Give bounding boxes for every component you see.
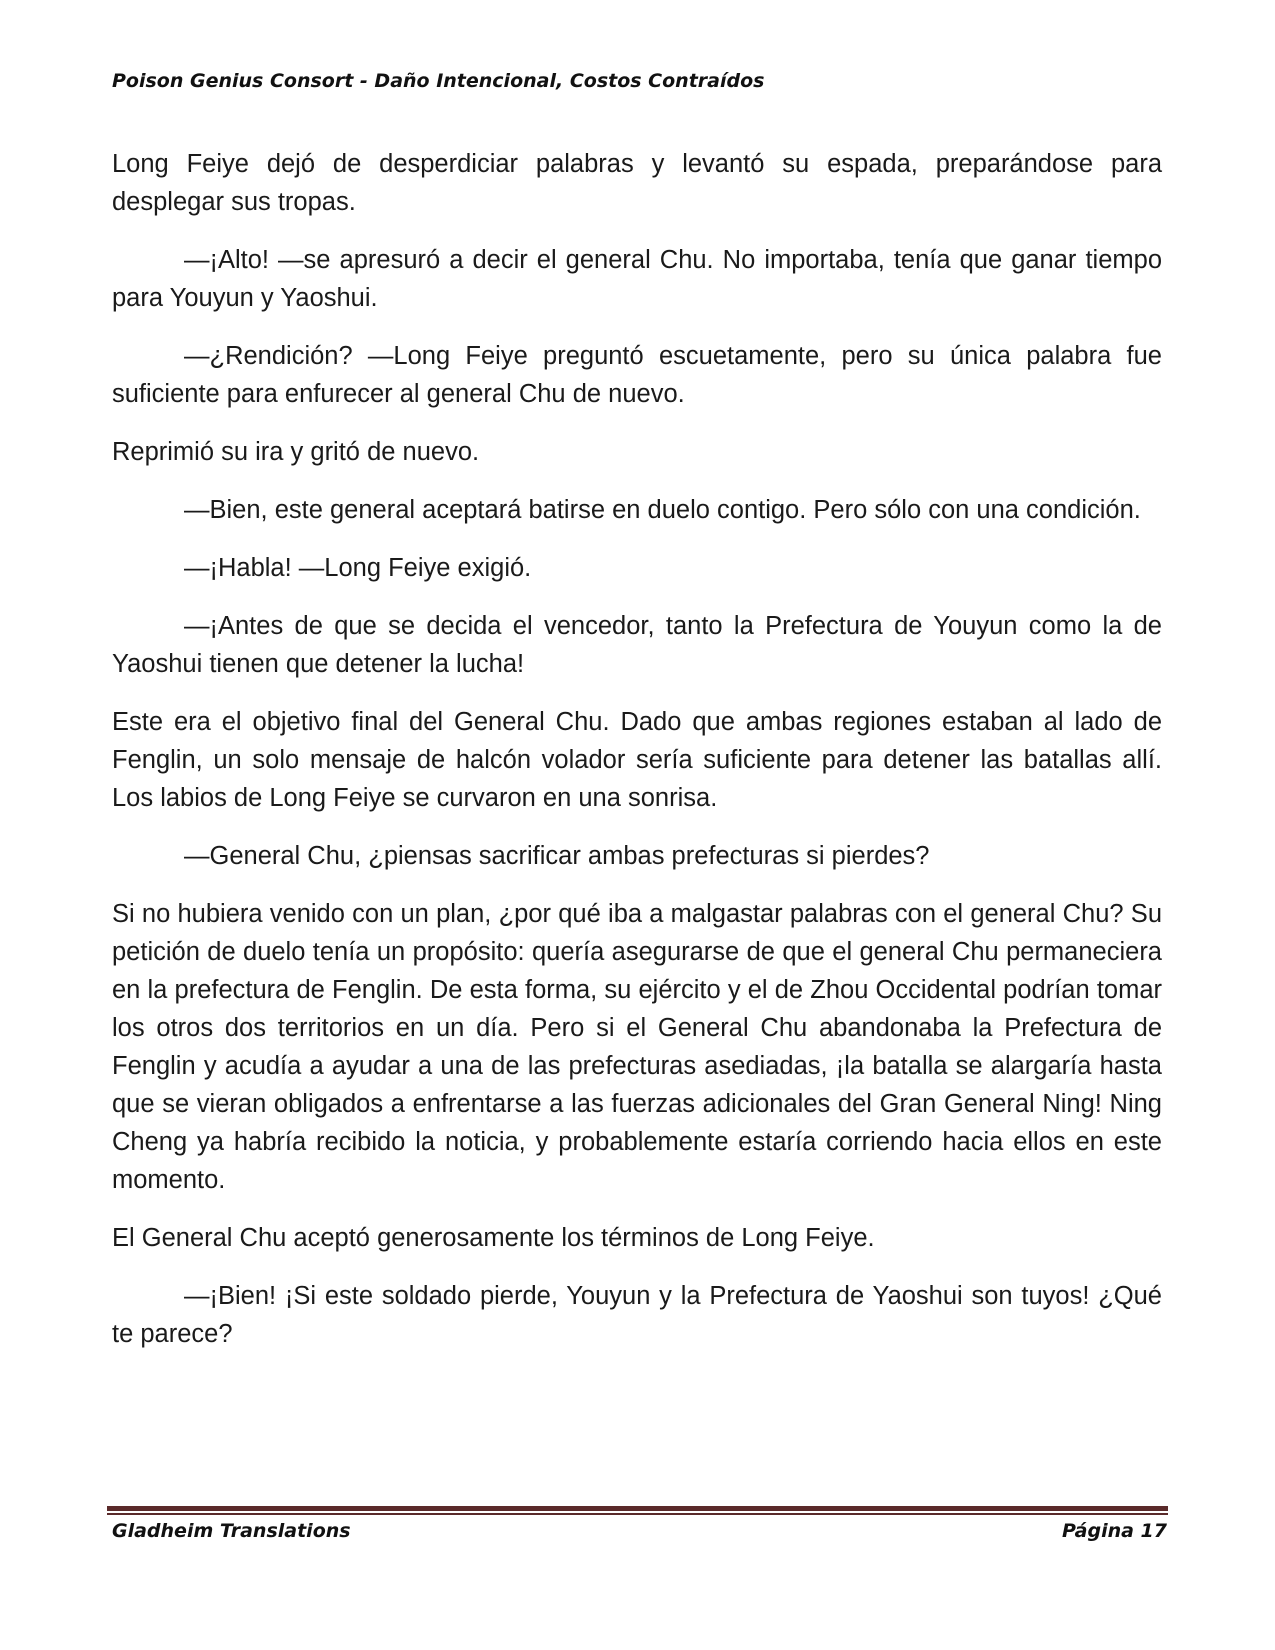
dialog-paragraph: —General Chu, ¿piensas sacrificar ambas prefecturas si pierdes? xyxy=(184,842,930,870)
paragraph: Long Feiye dejó de desperdiciar palabras y levantó su espada, preparándose para desplegar sus tropas. xyxy=(112,150,1162,216)
footer-divider-thin xyxy=(107,1513,1168,1515)
page-number: Página 17 xyxy=(1061,1520,1167,1542)
footer-divider-thick xyxy=(107,1506,1168,1511)
dialog-paragraph: —¡Alto! —se apresuró a decir el general Chu. No importaba, tenía que ganar tiempo para Youyun y Yaoshui. xyxy=(112,246,1162,312)
dialog-paragraph: —¡Bien! ¡Si este soldado pierde, Youyun y la Prefectura de Yaoshui son tuyos! ¿Qué te parece? xyxy=(112,1282,1162,1348)
paragraph: Este era el objetivo final del General Chu. Dado que ambas regiones estaban al lado de Fenglin, un solo mensaje de halcón volador sería suficiente para detener las batallas allí. Los labios de Long Feiye se curvaron en una sonrisa. xyxy=(112,708,1162,812)
dialog-paragraph: —¡Antes de que se decida el vencedor, tanto la Prefectura de Youyun como la de Yaoshui tienen que detener la lucha! xyxy=(112,612,1162,678)
dialog-paragraph: —Bien, este general aceptará batirse en duelo contigo. Pero sólo con una condición. xyxy=(184,496,1141,524)
dialog-paragraph: —¿Rendición? —Long Feiye preguntó escuetamente, pero su única palabra fue suficiente para enfurecer al general Chu de nuevo. xyxy=(112,342,1162,408)
footer-publisher: Gladheim Translations xyxy=(112,1520,351,1542)
page-header: Poison Genius Consort - Daño Intencional, Costos Contraídos xyxy=(112,70,765,92)
paragraph: Reprimió su ira y gritó de nuevo. xyxy=(112,438,480,466)
dialog-paragraph: —¡Habla! —Long Feiye exigió. xyxy=(184,554,532,582)
footer-divider xyxy=(107,1506,1168,1516)
paragraph: Si no hubiera venido con un plan, ¿por qué iba a malgastar palabras con el general Chu? Su petición de duelo tenía un propósito: quería asegurarse de que el general Chu permaneciera en la prefectura de Fenglin. De esta forma, su ejército y el de Zhou Occidental podrían tomar los otros dos territorios en un día. Pero si el General Chu abandonaba la Prefectura de Fenglin y acudía a ayudar a una de las prefecturas asediadas, ¡la batalla se alargaría hasta que se vieran obligados a enfrentarse a las fuerzas adicionales del Gran General Ning! Ning Cheng ya habría recibido la noticia, y probablemente estaría corriendo hacia ellos en este momento. xyxy=(112,900,1162,1194)
document-body xyxy=(112,145,1162,1373)
paragraph: El General Chu aceptó generosamente los términos de Long Feiye. xyxy=(112,1224,875,1252)
